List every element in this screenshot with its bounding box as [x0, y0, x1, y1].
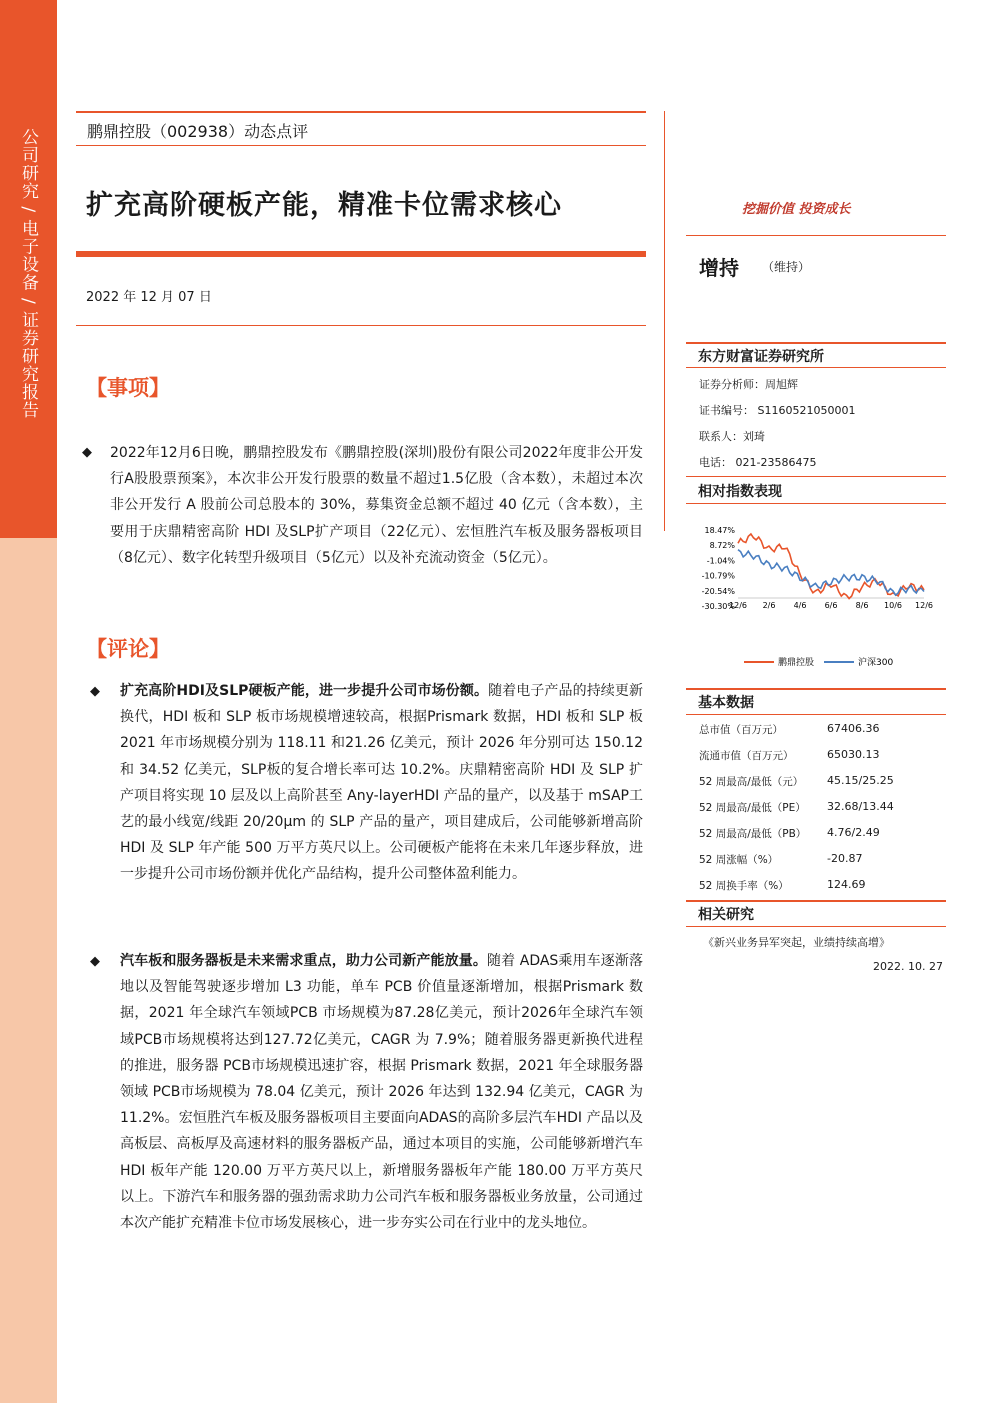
x-tick-label: 10/6	[884, 601, 902, 610]
stat-label: 总市值（百万元）	[699, 724, 783, 736]
bullet-icon: ◆	[90, 684, 100, 699]
y-tick-label: -20.54%	[701, 586, 735, 596]
chart-svg	[686, 516, 946, 676]
x-tick-label: 4/6	[793, 601, 807, 610]
institute-name: 东方财富证券研究所	[698, 349, 824, 365]
subtitle-rule	[76, 145, 646, 146]
chart-rule-bottom	[686, 503, 946, 504]
stat-value: 65030.13	[827, 748, 880, 761]
institute-rule-top	[686, 342, 946, 344]
x-tick-label: 6/6	[824, 601, 838, 610]
column-divider	[664, 111, 665, 531]
stat-label: 52 周最高/最低（PE）	[699, 802, 806, 814]
stat-value: 45.15/25.25	[827, 774, 894, 787]
cert-number: 证书编号： S1160521050001	[699, 404, 856, 417]
relative-index-chart	[686, 516, 946, 676]
comment-lead-1: 扩充高阶HDI及SLP硬板产能，进一步提升公司市场份额。	[120, 683, 489, 699]
x-tick-label: 8/6	[855, 601, 869, 610]
y-tick-label: -1.04%	[706, 556, 735, 566]
comment-text-2: 随着 ADAS乘用车逐渐落地以及智能驾驶逐步增加 L3 功能，单车 PCB 价值量逐渐增加，根据Prismark 数据，2021 年全球汽车领域PCB 市场规模为87.28亿美元，预计2026年全球汽车领域PCB市场规模将达到127.72亿美元，CAGR 为 7.9%；随着服务器更新换代进程的推进，服务器 PCB市场规模迅速扩容，根据 Prismark 数据，2021 年全球服务器领域 PCB市场规模为 78.04 亿美元，预计 2026 年达到 132.94 亿美元，CAGR 为11.2%。宏恒胜汽车板及服务器板项目主要面向ADAS的高阶多层汽车HDI 产品以及高板层、高板厚及高速材料的服务器板产品，通过本项目的实施，公司能够新增汽车 HDI 板年产能 120.00 万平方英尺以上，新增服务器板年产能 180.00 万平方英尺以上。下游汽车和服务器的强劲需求助力公司汽车板和服务器板业务放量，公司通过本次产能扩充精准卡位市场发展核心，进一步夯实公司在行业中的龙头地位。	[120, 953, 643, 1232]
stats-title: 基本数据	[698, 695, 754, 711]
events-text: 2022年12月6日晚，鹏鼎控股发布《鹏鼎控股(深圳)股份有限公司2022年度非公开发行A股股票预案》，本次非公开发行股票的数量不超过1.5亿股（含本数），未超过本次非公开发行 A 股前公司总股本的 30%，募集资金总额不超过 40 亿元（含本数），主要用于庆鼎精密高阶 HDI 及SLP扩产项目（22亿元）、宏恒胜汽车板及服务器板项目（8亿元）、数字化转型升级项目（5亿元）以及补充流动资金（5亿元）。	[110, 445, 643, 566]
sidebar-label: 公司研究 / 电子设备 / 证券研究报告	[18, 128, 38, 420]
stat-label: 52 周涨幅（%）	[699, 854, 779, 866]
rating-note: （维持）	[762, 260, 811, 274]
x-tick-label: 12/6	[729, 601, 747, 610]
stat-value: 4.76/2.49	[827, 826, 880, 839]
series-line-2	[738, 550, 924, 596]
related-rule-top	[686, 900, 946, 902]
analyst: 证券分析师：周旭辉	[699, 378, 798, 391]
title-rule	[76, 251, 646, 257]
stats-rule-bottom	[686, 714, 946, 715]
contact: 联系人：刘琦	[699, 430, 765, 443]
report-subtitle: 鹏鼎控股（002938）动态点评	[87, 122, 309, 141]
chart-rule-top	[686, 476, 946, 477]
y-tick-label: 8.72%	[709, 541, 735, 551]
y-tick-label: -30.30%	[701, 602, 735, 611]
legend-label: 鹏鼎控股	[778, 658, 815, 668]
comments-heading: 【评论】	[86, 637, 170, 661]
chart-title: 相对指数表现	[698, 484, 782, 500]
bullet-icon: ◆	[90, 954, 100, 969]
header-rule-top	[76, 111, 646, 113]
comment-lead-2: 汽车板和服务器板是未来需求重点，助力公司新产能放量。	[120, 953, 487, 969]
institute-rule-bottom	[686, 367, 946, 368]
phone: 电话： 021-23586475	[699, 456, 817, 469]
slogan-rule	[686, 235, 946, 236]
related-report: 《新兴业务异军突起，业绩持续高增》	[703, 936, 890, 949]
related-date: 2022. 10. 27	[873, 960, 943, 973]
stats-rule-top	[686, 688, 946, 690]
comment-paragraph-1	[120, 678, 643, 888]
x-tick-label: 2/6	[762, 601, 776, 610]
comment-text-1: 随着电子产品的持续更新换代，HDI 板和 SLP 板市场规模增速较高，根据Prismark 数据，HDI 板和 SLP 板 2021 年市场规模分别为 118.11 和21.26 亿美元，预计 2026 年分别可达 150.12 和 34.52 亿美元，SLP板的复合增长率可达 10.2%。庆鼎精密高阶 HDI 及 SLP 扩产项目将实现 10 层及以上高阶甚至 Any-layerHDI 产品的量产，以及基于 mSAP工艺的最小线宽/线距 20/20μm 的 SLP 产品的量产，项目建成后，公司能够新增高阶 HDI 及 SLP 年产能 500 万平方英尺以上。公司硬板产能将在未来几年逐步释放，进一步提升公司市场份额并优化产品结构，提升公司整体盈利能力。	[120, 683, 643, 883]
date-rule	[76, 325, 646, 326]
events-heading: 【事项】	[86, 376, 170, 400]
rating: 增持	[699, 256, 739, 280]
report-date: 2022 年 12 月 07 日	[86, 290, 212, 305]
slogan: 挖掘价值 投资成长	[742, 202, 851, 217]
related-title: 相关研究	[698, 907, 754, 923]
stat-value: 67406.36	[827, 722, 880, 735]
series-line-1	[738, 534, 924, 599]
stat-label: 52 周最高/最低（元）	[699, 776, 804, 788]
stat-label: 52 周换手率（%）	[699, 880, 789, 892]
related-rule-bottom	[686, 926, 946, 927]
stat-label: 52 周最高/最低（PB）	[699, 828, 807, 840]
stat-value: -20.87	[827, 852, 863, 865]
x-tick-label: 12/6	[915, 601, 933, 610]
stat-label: 流通市值（百万元）	[699, 750, 794, 762]
legend-label: 沪深300	[858, 658, 894, 668]
y-tick-label: -10.79%	[701, 571, 735, 581]
report-title: 扩充高阶硬板产能，精准卡位需求核心	[86, 190, 562, 221]
stat-value: 124.69	[827, 878, 866, 891]
comment-paragraph-2	[120, 948, 643, 1236]
bullet-icon: ◆	[82, 445, 92, 460]
y-tick-label: 18.47%	[704, 526, 735, 535]
stat-value: 32.68/13.44	[827, 800, 894, 813]
